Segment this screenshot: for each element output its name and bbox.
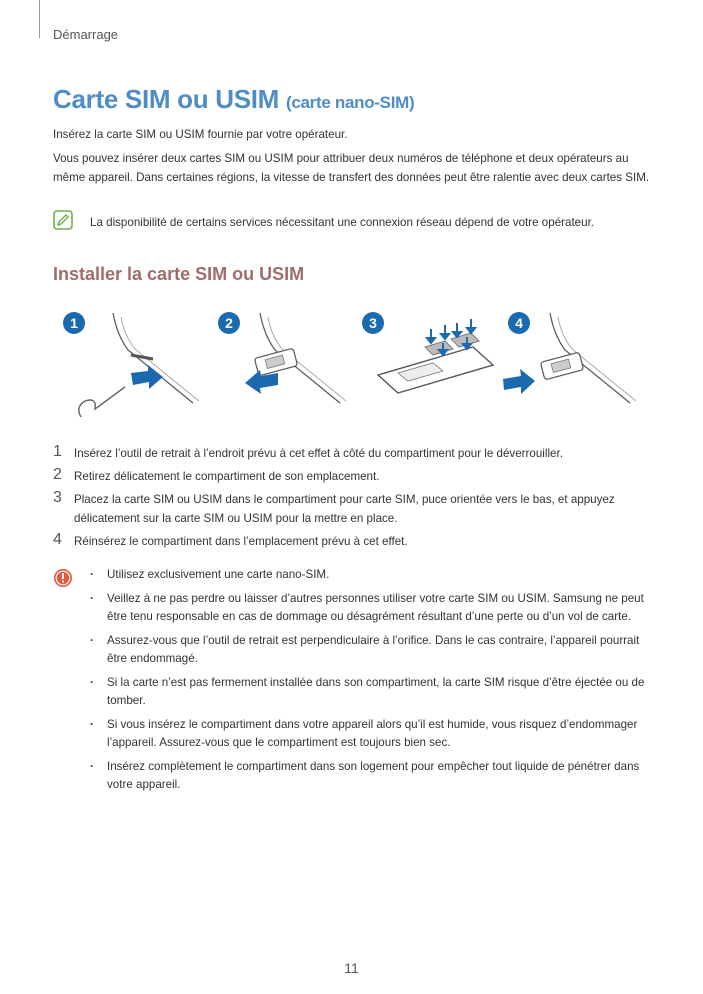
step-number: 1: [53, 443, 62, 460]
list-item: · Si vous insérez le compartiment dans votre appareil alors qu’il est humide, vous risquez d’endommager l’appareil. Assurez-vous que le compartiment est toujours bien sec.: [89, 716, 649, 753]
step-text: Réinsérez le compartiment dans l’emplacement prévu à cet effet.: [74, 535, 408, 548]
header-rule: [39, 0, 40, 38]
title-main: Carte SIM ou USIM: [53, 84, 280, 114]
step-number: 2: [53, 466, 62, 483]
figure-step-1: [63, 312, 199, 417]
caution-list: [89, 566, 649, 800]
page-number: 11: [344, 960, 359, 976]
section-label: Démarrage: [53, 27, 119, 42]
figure-label-4: 4: [515, 315, 523, 331]
figure-label-1: 1: [70, 315, 78, 331]
step-text: Placez la carte SIM ou USIM dans le compartiment pour carte SIM, puce orientée vers le bas, et appuyez délicatement sur la carte SIM ou USIM pour la mettre en place.: [74, 493, 615, 525]
list-item: · Si la carte n’est pas fermement installée dans son compartiment, la carte SIM risque d’être éjectée ou de tomber.: [89, 674, 649, 711]
step-item: [53, 490, 653, 528]
page-title: [53, 84, 414, 115]
title-sub: (carte nano-SIM): [285, 93, 415, 112]
install-title: Installer la carte SIM ou USIM: [53, 264, 305, 284]
install-figure: [53, 305, 653, 425]
step-text: Retirez délicatement le compartiment de son emplacement.: [74, 470, 380, 483]
list-item: · Veillez à ne pas perdre ou laisser d’autres personnes utiliser votre carte SIM ou USIM. Samsung ne peut être tenu responsable en cas de dommage ou désagrément résultant d’une perte ou d’un vol de carte.: [89, 590, 649, 627]
step-item: [53, 467, 653, 486]
step-number: 4: [53, 531, 62, 548]
step-item: [53, 444, 653, 463]
caution-icon: [53, 568, 73, 588]
intro-paragraph-2: Vous pouvez insérer deux cartes SIM ou USIM pour attribuer deux numéros de téléphone et deux opérateurs au même appareil. Dans certaines régions, la vitesse de transfert des données peut être ralentie avec deux cartes SIM.: [53, 152, 650, 184]
list-item: · Utilisez exclusivement une carte nano-SIM.: [89, 566, 649, 585]
figure-step-2: [218, 312, 346, 403]
figure-step-3: [362, 312, 493, 393]
figure-label-2: 2: [225, 315, 233, 331]
figure-label-3: 3: [369, 315, 377, 331]
figure-step-4: [503, 312, 636, 403]
intro-paragraph-1: Insérez la carte SIM ou USIM fournie par votre opérateur.: [53, 128, 348, 141]
step-text: Insérez l’outil de retrait à l’endroit prévu à cet effet à côté du compartiment pour le déverrouiller.: [74, 447, 563, 460]
install-steps: [53, 444, 653, 555]
note-text: La disponibilité de certains services nécessitant une connexion réseau dépend de votre opérateur.: [90, 216, 595, 229]
note-icon: [53, 210, 73, 230]
step-item: [53, 532, 653, 551]
step-number: 3: [53, 489, 62, 506]
list-item: · Assurez-vous que l’outil de retrait est perpendiculaire à l’orifice. Dans le cas contraire, l’appareil pourrait être endommagé.: [89, 632, 649, 669]
list-item: · Insérez complètement le compartiment dans son logement pour empêcher tout liquide de pénétrer dans votre appareil.: [89, 758, 649, 795]
